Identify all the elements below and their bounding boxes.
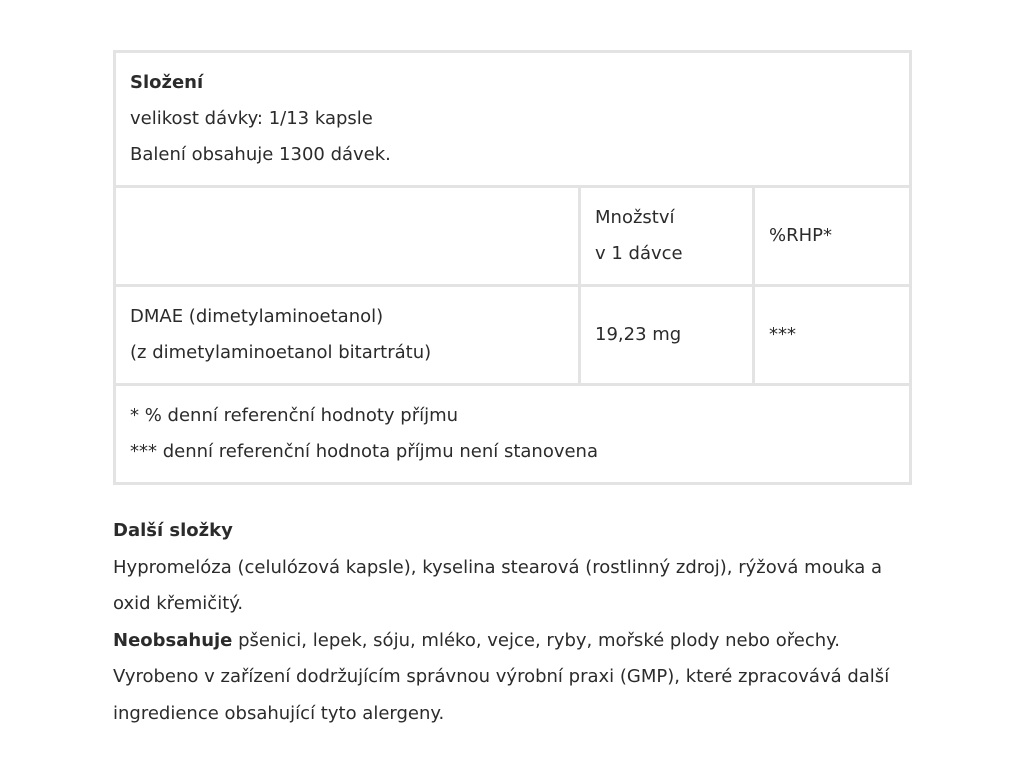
amount-cell: 19,23 mg — [580, 286, 754, 385]
table-row — [115, 286, 911, 385]
free-from-text: pšenici, lepek, sóju, mléko, vejce, ryby, mořské plody nebo ořechy. — [232, 629, 840, 651]
other-ingredients-text: Hypromelóza (celulózová kapsle), kyselina stearová (rostlinný zdroj), rýžová mouka a oxid křemičitý. — [113, 556, 883, 614]
composition-header-cell — [115, 52, 911, 187]
footnote-cell — [115, 385, 911, 484]
rhp-cell: *** — [754, 286, 911, 385]
header-rhp: %RHP* — [754, 187, 911, 286]
ingredient-name: DMAE (dimetylaminoetanol) — [130, 306, 384, 327]
composition-header-row — [115, 52, 911, 187]
composition-title: Složení — [130, 72, 204, 93]
allergen-statement — [113, 623, 913, 660]
table-header-row — [115, 187, 911, 286]
ingredient-cell — [115, 286, 580, 385]
serving-size: velikost dávky: 1/13 kapsle — [130, 108, 373, 129]
ingredient-source: (z dimetylaminoetanol bitartrátu) — [130, 342, 432, 363]
free-from-label: Neobsahuje — [113, 629, 233, 651]
gmp-statement: Vyrobeno v zařízení dodržujícím správnou výrobní praxi (GMP), které zpracovává další ingredience obsahující tyto alergeny. — [113, 666, 890, 724]
servings-per-pack: Balení obsahuje 1300 dávek. — [130, 144, 391, 165]
other-ingredients-section — [113, 513, 913, 732]
header-ingredient — [115, 187, 580, 286]
header-amount-line2: v 1 dávce — [595, 243, 683, 264]
other-ingredients-heading: Další složky — [113, 520, 233, 541]
composition-table — [113, 50, 912, 485]
header-amount — [580, 187, 754, 286]
footnote-not-established: *** denní referenční hodnota příjmu není stanovena — [130, 441, 598, 462]
footnote-rhp: * % denní referenční hodnoty příjmu — [130, 405, 459, 426]
footnote-row — [115, 385, 911, 484]
header-amount-line1: Množství — [595, 207, 675, 228]
